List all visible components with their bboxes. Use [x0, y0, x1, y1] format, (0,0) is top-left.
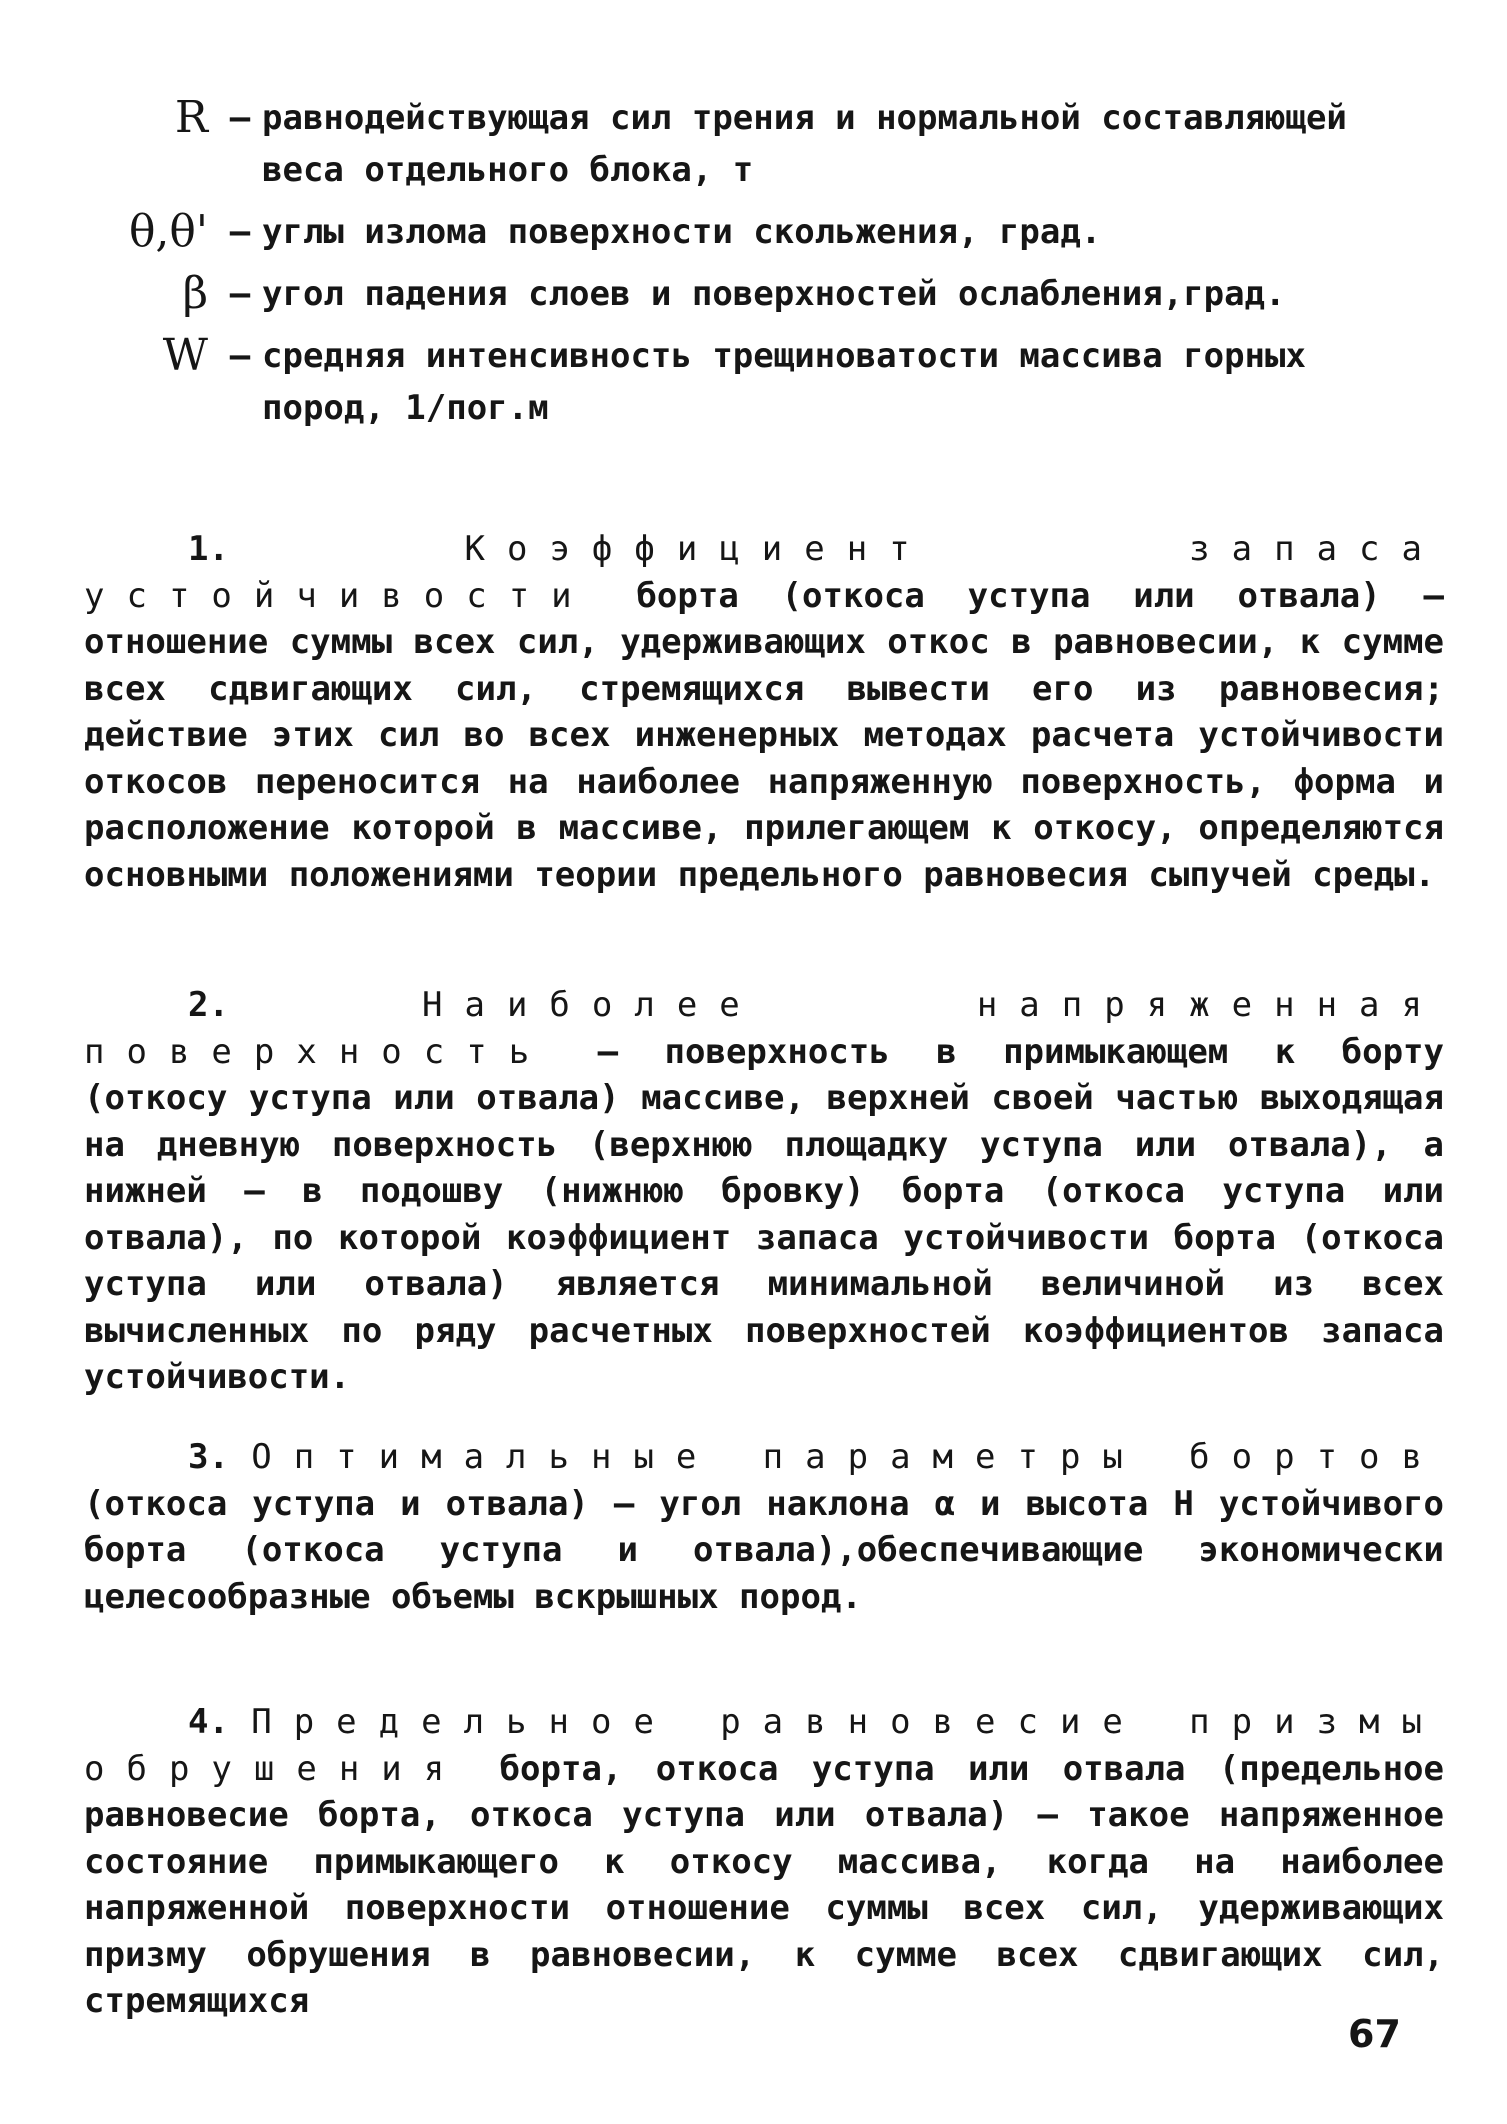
paragraph-text: – поверхность в примыкающем к борту (откосу уступа или отвала) массиве, верхней своей частью выходящая на дневную поверхность (верхнюю площадку уступа или отвала), а нижней – в подошву (нижнюю бровку) борта (откоса уступа или отвала), по которой коэффициент запаса устойчивости борта (откоса уступа или отвала) является минимальной величиной из всех вычисленных по ряду расчетных поверхностей коэффициентов запаса устойчивости.: [84, 1031, 1444, 1397]
definition-theta: [80, 206, 1430, 258]
definition-text: углы излома поверхности скольжения, град.: [262, 212, 1102, 252]
definition-w: [80, 330, 1430, 434]
definition-dash: –: [229, 98, 251, 138]
definition-symbol: R: [174, 92, 208, 143]
definition-dash: –: [229, 336, 251, 376]
paragraph-number: 2.: [188, 985, 229, 1025]
paragraph-text: борта (откоса уступа или отвала) – отношение суммы всех сил, удерживающих откос в равновесии, к сумме всех сдвигающих сил, стремящихся вывести его из равновесия; действие этих сил во всех инженерных методах расчета устойчивости откосов переносится на наиболее напряженную поверхность, форма и расположение которой в массиве, прилегающем к откосу, определяются основными положениями теории предельного равновесия сыпучей среды.: [84, 575, 1444, 895]
paragraph-number: 4.: [188, 1702, 229, 1742]
definition-dash: –: [229, 274, 251, 314]
paragraph-3: [84, 1434, 1444, 1620]
definition-text: равнодействующая сил трения и нормальной составляющей веса отдельного блока, т: [262, 98, 1347, 190]
definition-symbol: β: [182, 268, 208, 319]
paragraph-number: 3.: [188, 1437, 229, 1477]
paragraph-2: [84, 982, 1444, 1401]
paragraph-text: борта, откоса уступа или отвала (предельное равновесие борта, откоса уступа или отвала) – такое напряженное состояние примыкающего к откосу массива, когда на наиболее напряженной поверхности отношение суммы всех сил, удерживающих призму обрушения в равновесии, к сумме всех сдвигающих сил, стремящихся: [84, 1748, 1444, 2021]
paragraph-term: Оптимальные параметры бортов: [251, 1437, 1444, 1477]
definition-text: угол падения слоев и поверхностей ослабления,град.: [262, 274, 1286, 314]
symbol-definitions: [80, 92, 1430, 444]
paragraph-4: [84, 1699, 1444, 2025]
paragraph-term: Предельное равновесие призмы обрушения: [84, 1702, 1444, 1789]
definition-beta: [80, 268, 1430, 320]
paragraph-text: (откоса уступа и отвала) – угол наклона α и высота H устойчивого борта (откоса уступа и отвала),обеспечивающие экономически целесообразные объемы вскрышных пород.: [84, 1483, 1444, 1617]
paragraph-number: 1.: [188, 529, 229, 569]
page-number: 67: [1348, 2012, 1401, 2056]
definition-r: [80, 92, 1430, 196]
definition-symbol: W: [162, 330, 208, 381]
paragraph-1: [84, 526, 1444, 898]
paragraph-term: Коэффициент запаса устойчивости: [84, 529, 1444, 616]
definition-text: средняя интенсивность трещиноватости массива горных пород, 1/пог.м: [262, 336, 1306, 428]
definition-dash: –: [229, 212, 251, 252]
definition-symbol: θ,θ': [128, 206, 208, 257]
paragraph-term: Наиболее напряженная поверхность: [84, 985, 1444, 1072]
